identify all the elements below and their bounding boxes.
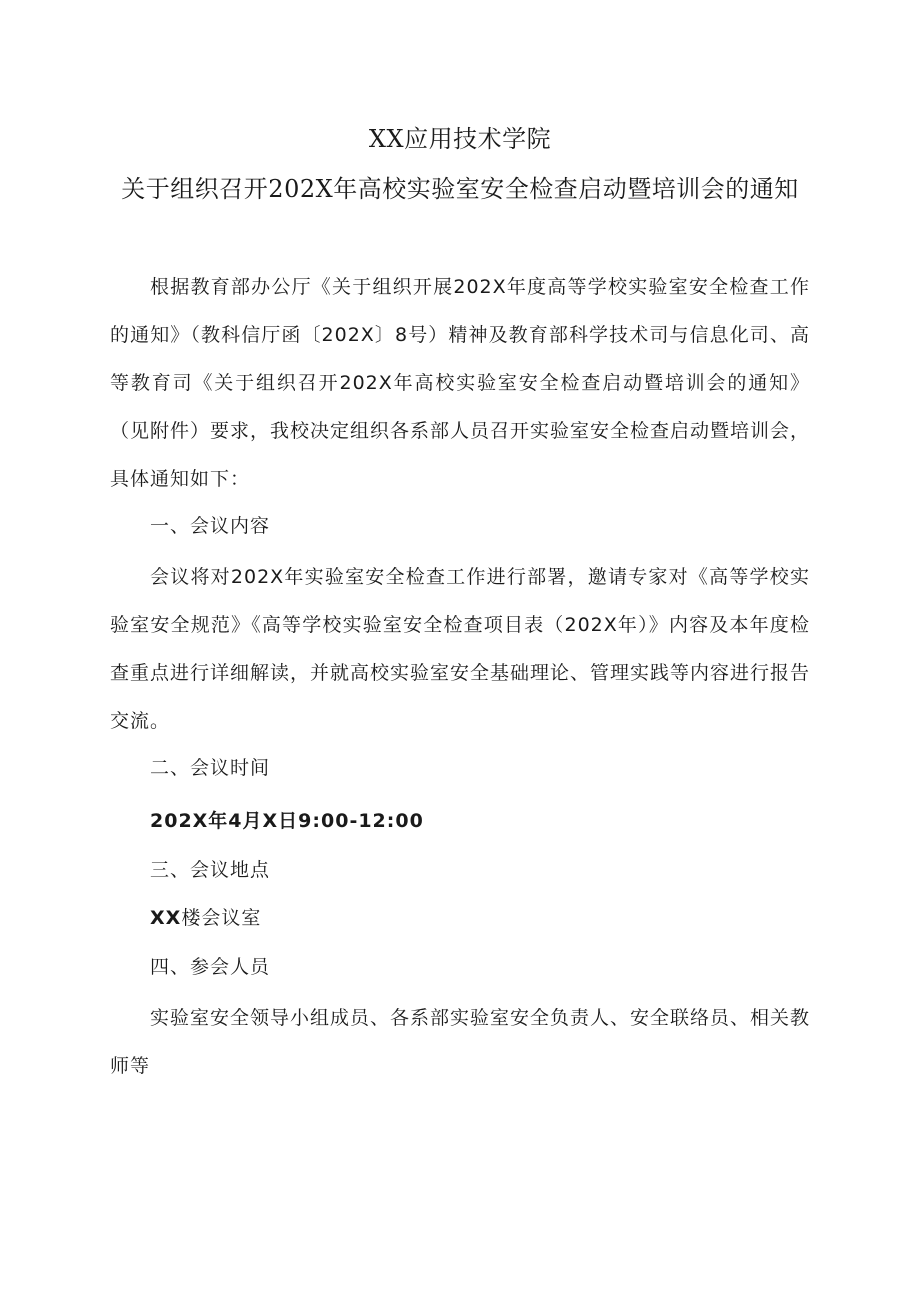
notice-title: 关于组织召开202X年高校实验室安全检查启动暨培训会的通知 <box>121 175 799 203</box>
section-heading-time: 二、会议时间 <box>150 757 271 779</box>
place-room-name: 楼会议室 <box>181 907 262 929</box>
section-heading-place: 三、会议地点 <box>150 859 271 881</box>
section-heading-attendees: 四、参会人员 <box>150 956 271 978</box>
content-paragraph: 会议将对202X年实验室安全检查工作进行部署，邀请专家对《高等学校实验室安全规范》《高等学校实验室安全检查项目表（202X年）》内容及本年度检查重点进行详细解读，并就高校实验室安全基础理论、管理实践等内容进行报告交流。 <box>110 566 811 732</box>
section-heading-content: 一、会议内容 <box>150 515 271 537</box>
meeting-place-value <box>110 894 810 942</box>
meeting-time-value: 202X年4月X日9:00-12:00 <box>150 810 424 832</box>
attendees-paragraph: 实验室安全领导小组成员、各系部实验室安全负责人、安全联络员、相关教师等 <box>110 1007 811 1077</box>
intro-paragraph: 根据教育部办公厅《关于组织开展202X年度高等学校实验室安全检查工作的通知》（教科信厅函〔202X〕8号）精神及教育部科学技术司与信息化司、高等教育司《关于组织召开202X年高校实验室安全检查启动暨培训会的通知》（见附件）要求，我校决定组织各系部人员召开实验室安全检查启动暨培训会，具体通知如下： <box>110 276 811 490</box>
place-building-code: XX <box>150 907 182 929</box>
org-name-title: XX应用技术学院 <box>368 125 552 153</box>
